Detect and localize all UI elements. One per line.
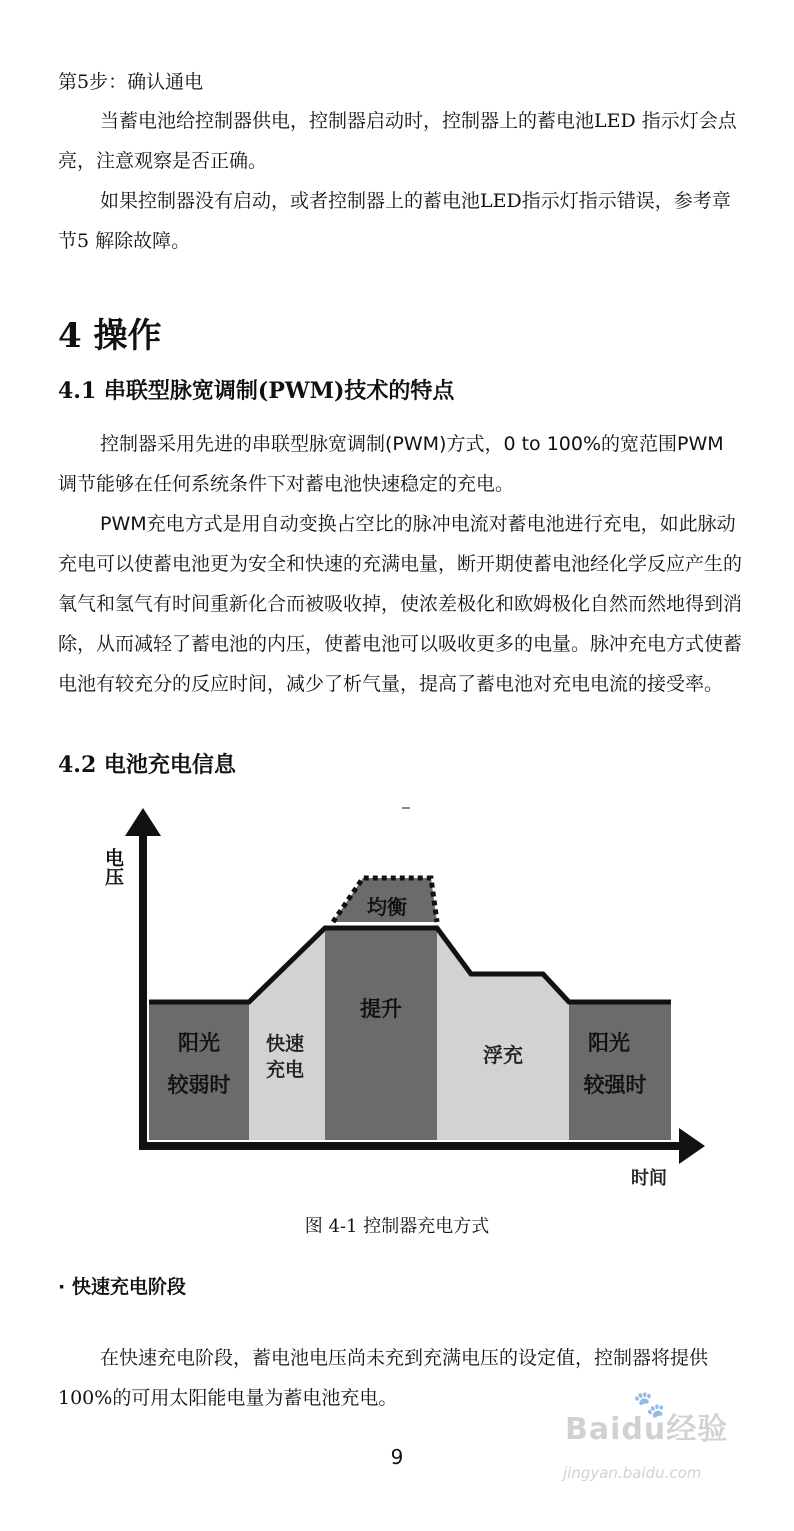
stage-label-sun-strong-1: 阳光 (588, 1031, 630, 1055)
fast-charge-stage-heading: · 快速充电阶段 (58, 1276, 186, 1298)
fast-charge-paragraph: 在快速充电阶段，蓄电池电压尚未充到充满电压的设定值，控制器将提供 100%的可用太阳能电量为蓄电池充电。 (58, 1347, 709, 1409)
y-axis-arrow (125, 808, 161, 836)
stage-label-fast-1: 快速 (265, 1033, 305, 1055)
x-axis-arrow (679, 1128, 705, 1164)
stage-label-sun-strong-2: 较强时 (583, 1073, 647, 1097)
chapter-title: 4 操作 (58, 316, 162, 356)
stage-label-fast-2: 充电 (265, 1059, 305, 1081)
step-paragraph-1: 当蓄电池给控制器供电，控制器启动时，控制器上的蓄电池LED 指示灯会点亮，注意观察是否正确。 (58, 110, 737, 172)
watermark-logo: Baidu经验 (565, 1412, 729, 1447)
figure-caption: 图 4-1 控制器充电方式 (304, 1216, 490, 1237)
section-4-1-paragraph-2: PWM充电方式是用自动变换占空比的脉冲电流对蓄电池进行充电，如此脉动充电可以使蓄电池更为安全和快速的充满电量，断开期使蓄电池经化学反应产生的氧气和氢气有时间重新化合而被吸收掉，使浓差极化和欧姆极化自然而然地得到消除，从而减轻了蓄电池的内压，使蓄电池可以吸收更多的电量。脉冲充电方式使蓄电池有较充分的反应时间，减少了析气量，提高了蓄电池对充电电流的接受率。 (58, 513, 743, 695)
charging-stages-figure (95, 800, 720, 1200)
stage-label-sun-weak-2: 较弱时 (167, 1073, 231, 1097)
section-4-1-paragraph-1: 控制器采用先进的串联型脉宽调制(PWM)方式，0 to 100%的宽范围PWM 调节能够在任何系统条件下对蓄电池快速稳定的充电。 (58, 433, 724, 495)
watermark-url: jingyan.baidu.com (563, 1464, 702, 1482)
stage-block-sun-strong (569, 1002, 671, 1140)
stage-block-float (437, 928, 569, 1140)
paw-icon: 🐾 (633, 1390, 666, 1420)
section-4-1-title: 4.1 串联型脉宽调制(PWM)技术的特点 (58, 378, 455, 404)
stage-label-float: 浮充 (483, 1043, 523, 1067)
stage-label-equalize: 均衡 (367, 895, 407, 919)
stage-block-boost (325, 928, 437, 1140)
y-axis-label: 电压 (102, 848, 124, 886)
x-axis-label: 时间 (631, 1168, 667, 1189)
baidu-jingyan-watermark (555, 1390, 755, 1504)
page-number: 9 (390, 1445, 404, 1469)
step-title: 第5步：确认通电 (58, 71, 204, 93)
section-4-2-title: 4.2 电池充电信息 (58, 752, 236, 778)
stage-block-sun-weak (149, 1002, 249, 1140)
stage-label-boost: 提升 (360, 997, 402, 1021)
stage-label-sun-weak-1: 阳光 (178, 1031, 220, 1055)
step-paragraph-2: 如果控制器没有启动，或者控制器上的蓄电池LED指示灯指示错误，参考章节5 解除故障。 (58, 190, 731, 252)
